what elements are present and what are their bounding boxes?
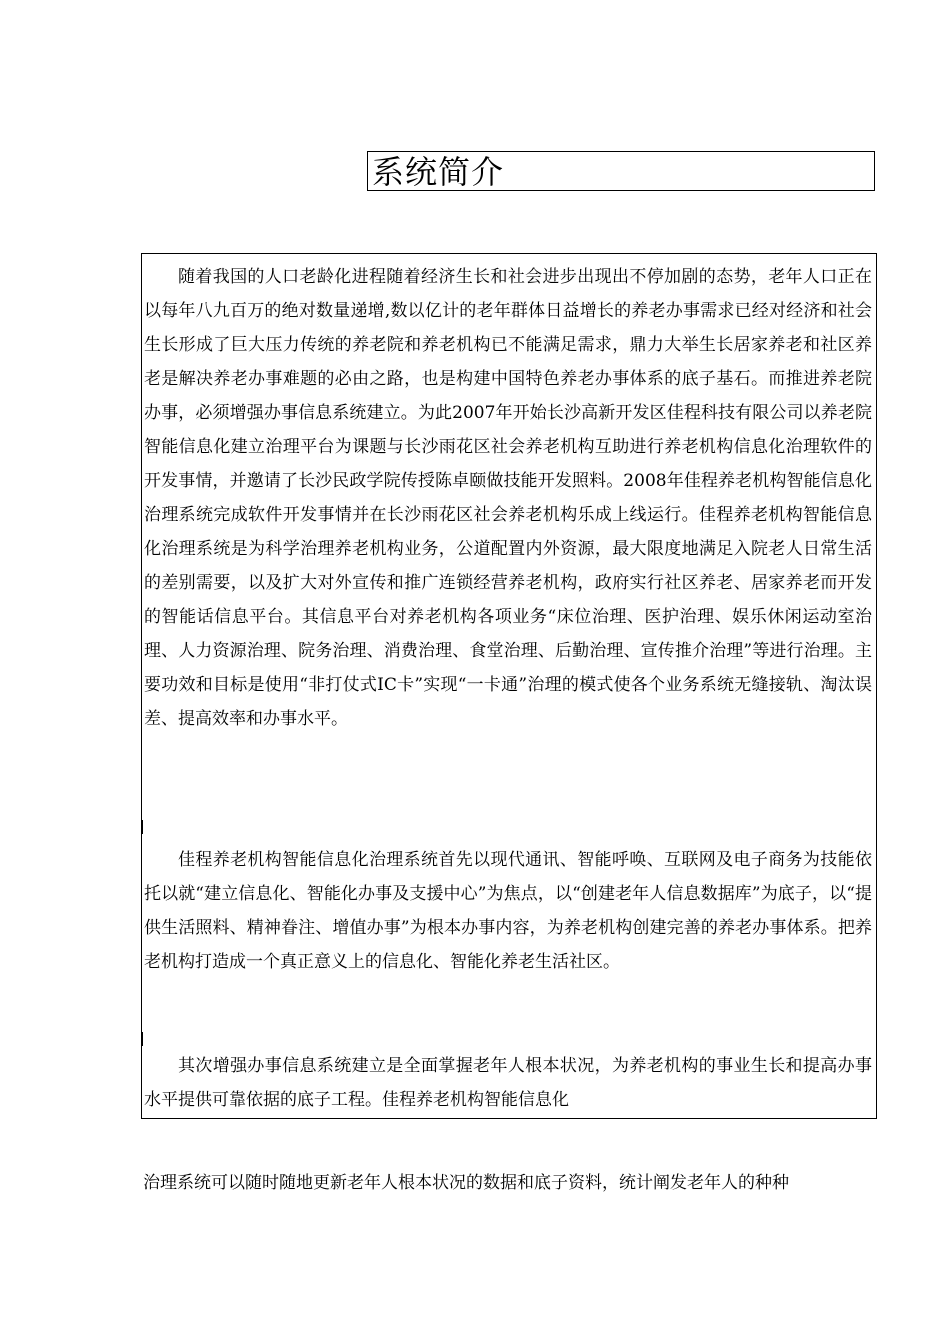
paragraph-system-overview: 佳程养老机构智能信息化治理系统首先以现代通讯、智能呼唤、互联网及电子商务为技能依托以就“建立信息化、智能化办事及支援中心”为焦点，以“创建老年人信息数据库”为底子，以“提供生活照料、精神眷注、增值办事”为根本办事内容，为养老机构创建完善的养老办事体系。把养老机构打造成一个真正意义上的信息化、智能化养老生活社区。 <box>144 850 872 972</box>
paragraph-marker <box>141 1032 143 1046</box>
content-box <box>141 253 877 1119</box>
paragraph-marker <box>141 820 143 834</box>
page-title: 系统简介 <box>372 153 505 191</box>
title-box <box>367 151 875 191</box>
continuation-text: 治理系统可以随时随地更新老年人根本状况的数据和底子资料，统计阐发老年人的种种 <box>143 1173 789 1193</box>
paragraph-intro: 随着我国的人口老龄化进程随着经济生长和社会进步出现出不停加剧的态势，老年人口正在以每年八九百万的绝对数量递增,数以亿计的老年群体日益增长的养老办事需求已经对经济和社会生长形成了巨大压力传统的养老院和养老机构已不能满足需求，鼎力大举生长居家养老和社区养老是解决养老办事难题的必由之路，也是构建中国特色养老办事体系的底子基石。而推进养老院办事，必须增强办事信息系统建立。为此2007年开始长沙高新开发区佳程科技有限公司以养老院智能信息化建立治理平台为课题与长沙雨花区社会养老机构互助进行养老机构信息化治理软件的开发事情，并邀请了长沙民政学院传授陈卓颐做技能开发照料。2008年佳程养老机构智能信息化治理系统完成软件开发事情并在长沙雨花区社会养老机构乐成上线运行。佳程养老机构智能信息化治理系统是为科学治理养老机构业务，公道配置内外资源，最大限度地满足入院老人日常生活的差别需要，以及扩大对外宣传和推广连锁经营养老机构，政府实行社区养老、居家养老而开发的智能话信息平台。其信息平台对养老机构各项业务“床位治理、医护治理、娱乐休闲运动室治理、人力资源治理、院务治理、消费治理、食堂治理、后勤治理、宣传推介治理”等进行治理。主要功效和目标是使用“非打仗式IC卡”实现“一卡通”治理的模式使各个业务系统无缝接轨、淘汰误差、提高效率和办事水平。 <box>144 267 872 729</box>
paragraph-info-system: 其次增强办事信息系统建立是全面掌握老年人根本状况，为养老机构的事业生长和提高办事水平提供可靠依据的底子工程。佳程养老机构智能信息化 <box>144 1056 872 1110</box>
